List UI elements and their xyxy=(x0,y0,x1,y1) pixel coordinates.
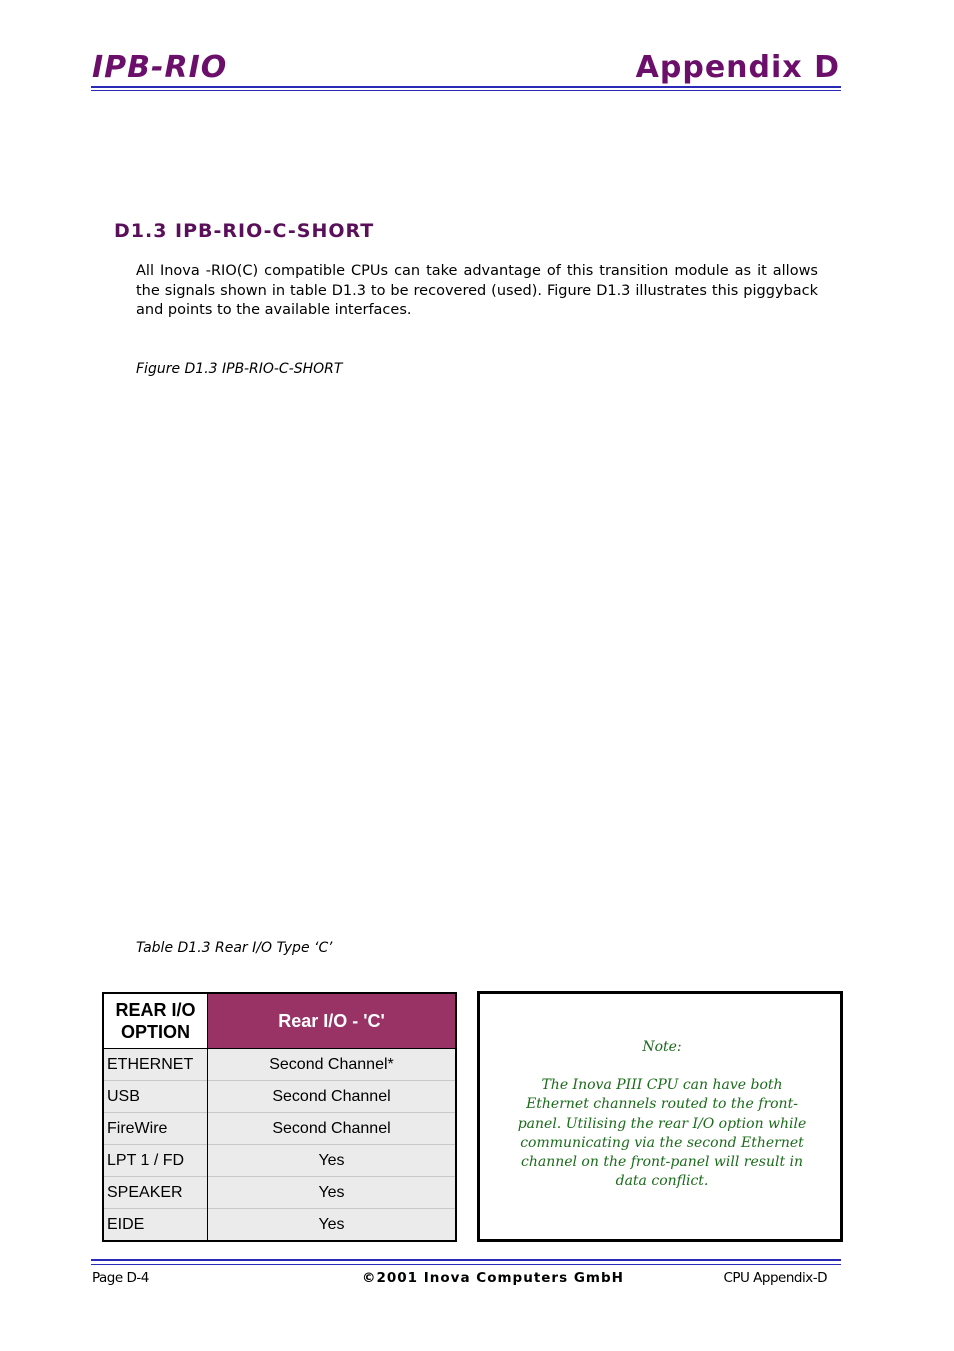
note-line: Ethernet channels routed to the front- xyxy=(526,1096,798,1113)
header-rule-top xyxy=(91,86,841,88)
footer-rule-bottom xyxy=(91,1264,841,1265)
header-option-line2: OPTION xyxy=(120,1022,190,1042)
footer-page-number: Page D-4 xyxy=(92,1270,149,1286)
header-rear-io-c: Rear I/O - 'C' xyxy=(208,993,457,1049)
table-row xyxy=(103,1049,456,1081)
row-value: Yes xyxy=(208,1177,457,1209)
row-option: EIDE xyxy=(103,1209,208,1242)
note-box xyxy=(477,991,843,1242)
table-caption: Table D1.3 Rear I/O Type ‘C’ xyxy=(136,940,333,956)
note-text xyxy=(508,1038,816,1191)
section-heading: D1.3 IPB-RIO-C-SHORT xyxy=(114,220,375,242)
row-option: USB xyxy=(103,1081,208,1113)
row-option: FireWire xyxy=(103,1113,208,1145)
note-line: panel. Utilising the rear I/O option while xyxy=(517,1115,807,1132)
rear-io-table xyxy=(102,992,457,1242)
body-paragraph: All Inova -RIO(C) compatible CPUs can take advantage of this transition module as it allows the signals shown in table D1.3 to be recovered (used). Figure D1.3 illustrates this piggyback and points to the available interfaces. xyxy=(136,263,818,319)
row-value: Second Channel xyxy=(208,1113,457,1145)
table-row xyxy=(103,1177,456,1209)
row-value: Yes xyxy=(208,1145,457,1177)
header-option-line1: REAR I/O xyxy=(115,1000,196,1020)
header-rule-bottom xyxy=(91,90,841,91)
row-option: ETHERNET xyxy=(103,1049,208,1081)
note-line: channel on the front-panel will result in xyxy=(520,1154,804,1171)
footer-doc-section: CPU Appendix-D xyxy=(723,1270,827,1286)
table-row xyxy=(103,1113,456,1145)
row-value: Second Channel* xyxy=(208,1049,457,1081)
note-label: Note: xyxy=(642,1039,682,1055)
note-line: communicating via the second Ethernet xyxy=(520,1134,804,1151)
row-value: Yes xyxy=(208,1209,457,1242)
table-row xyxy=(103,1209,456,1242)
note-line: data conflict. xyxy=(615,1173,709,1190)
footer-rule-top xyxy=(91,1259,841,1261)
note-line: The Inova PIII CPU can have both xyxy=(541,1077,783,1094)
table-row xyxy=(103,1145,456,1177)
table-row xyxy=(103,1081,456,1113)
row-value: Second Channel xyxy=(208,1081,457,1113)
header-left-title: IPB-RIO xyxy=(92,50,228,85)
row-option: LPT 1 / FD xyxy=(103,1145,208,1177)
footer-copyright: ©2001 Inova Computers GmbH xyxy=(362,1270,624,1286)
header-option xyxy=(103,993,208,1049)
table-header-row xyxy=(103,993,456,1049)
header-right-title: Appendix D xyxy=(635,50,840,85)
row-option: SPEAKER xyxy=(103,1177,208,1209)
figure-caption: Figure D1.3 IPB-RIO-C-SHORT xyxy=(136,361,343,377)
